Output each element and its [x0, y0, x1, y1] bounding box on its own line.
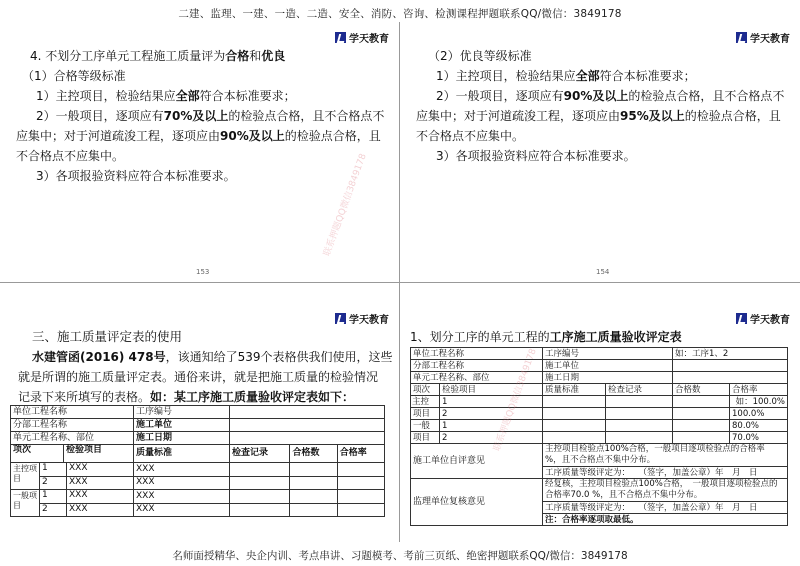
- slide-heading: 1、划分工序的单元工程的工序施工质量验收评定表: [410, 330, 682, 344]
- watermark: 联系押题QQ微信3849178: [322, 152, 369, 258]
- process-evaluation-table: 单位工程名称 工序编号 如：工序1、2 分部工程名称 施工单位 单元工程名称、部位 施工日期 项次 检验项目 质量标准 检查记录 合格数 合格率 主控 1 如：100.0% 项目 2 100.0% 一般 1 80.0% 项目 2 70.0% 施工单位自评意见 主控项目检验点100%合格，一般项目逐项检验点的合格率 %，且不合格点不集中分布。 工序质量等级评定为： （签字，加盖公章）年 月 日 监理单位复核意见 经复核，主控项目检验点100%合格， 一般项目逐项检验点的合格率70.0 %，且不合格点不集中分布。 工序质量等级评定为： （签字，加盖公章）年 月 日 注：合格率逐项取最低。: [410, 347, 788, 526]
- page-number: 153: [196, 268, 210, 276]
- slide-heading: 4. 不划分工序单元工程施工质量评为合格和优良: [30, 49, 286, 63]
- slide-154: [400, 22, 800, 282]
- page-footer: 名师面授精华、央企内训、考点串讲、习题模考、考前三页纸、绝密押题联系QQ/微信：3849178: [172, 550, 628, 562]
- logo-icon: [335, 32, 346, 43]
- text-line: 记录下来所填写的表格。如：某工序施工质量验收评定表如下：: [18, 390, 355, 404]
- page-header: 二建、监理、一建、一造、二造、安全、消防、咨询、检测课程押题联系QQ/微信：3849178: [178, 8, 622, 20]
- page-number: 154: [596, 268, 610, 276]
- sub-heading: （1）合格等级标准: [22, 69, 126, 83]
- text-line: 水建管函(2016) 478号，该通知给了539个表格供我们使用，这些: [32, 350, 393, 364]
- text-line: 3）各项报验资料应符合本标准要求。: [36, 169, 236, 183]
- logo-icon: [736, 32, 747, 43]
- logo-icon: [736, 313, 747, 324]
- brand-logo: 学天教育: [335, 30, 389, 45]
- slide-heading: 三、施工质量评定表的使用: [32, 329, 183, 344]
- sub-heading: （2）优良等级标准: [428, 49, 532, 63]
- text-line: 不合格点不应集中。: [16, 149, 125, 163]
- text-line: 就是所谓的施工质量评定表。通俗来讲，就是把施工质量的检验情况: [18, 370, 379, 384]
- slide-process-evaluation-table: [400, 283, 800, 545]
- text-line: 应集中；对于河道疏浚工程，逐项应由95%及以上的检验点合格，且: [416, 109, 781, 123]
- text-line: 3）各项报验资料应符合本标准要求。: [436, 149, 636, 163]
- text-line: 2）一般项目，逐项应有70%及以上的检验点合格，且不合格点不: [36, 109, 385, 123]
- brand-logo: 学天教育: [736, 311, 790, 326]
- slide-evaluation-table-usage: [0, 283, 399, 545]
- text-line: 不合格点不应集中。: [416, 129, 525, 143]
- brand-logo: 学天教育: [335, 311, 389, 326]
- text-line: 1）主控项目，检验结果应全部符合本标准要求；: [36, 89, 296, 103]
- slide-153: [0, 22, 399, 282]
- text-line: 应集中；对于河道疏浚工程，逐项应由90%及以上的检验点合格，且: [16, 129, 381, 143]
- logo-icon: [335, 313, 346, 324]
- text-line: 1）主控项目，检验结果应全部符合本标准要求；: [436, 69, 696, 83]
- evaluation-table: 单位工程名称 工序编号 分部工程名称 施工单位 单元工程名称、部位 施工日期 项次 检验项目 质量标准 检查记录 合格数 合格率 主控项目 1 XXX 2 XXX XXX XXX 一般项目 1 XXX 2 XXX XXX XXX: [10, 405, 385, 517]
- text-line: 2）一般项目，逐项应有90%及以上的检验点合格，且不合格点不: [436, 89, 785, 103]
- watermark: 联系押题QQ微信3849178: [492, 347, 539, 453]
- brand-logo: 学天教育: [736, 30, 790, 45]
